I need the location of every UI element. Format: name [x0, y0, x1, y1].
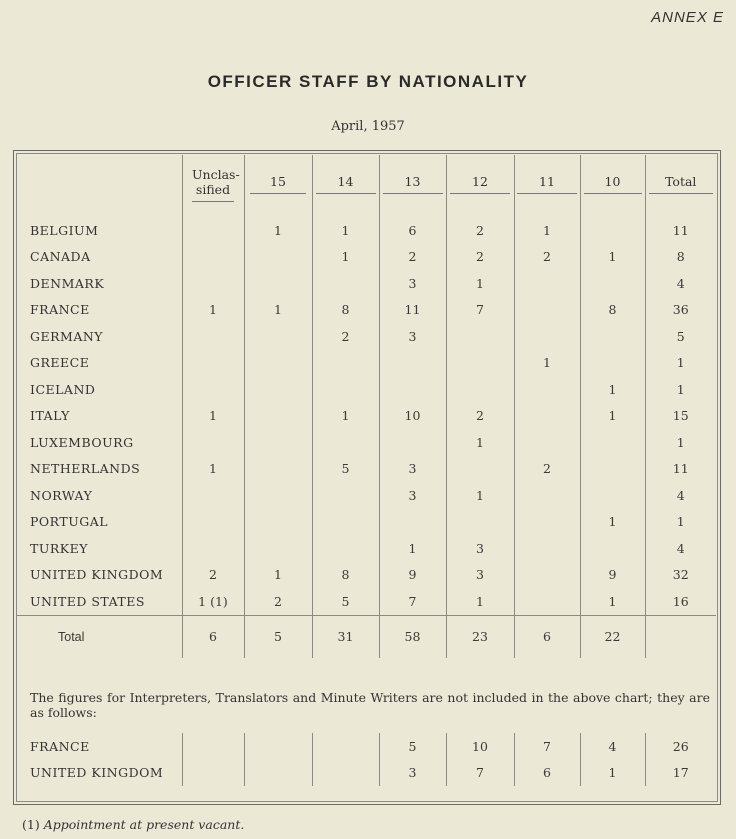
header-country [16, 155, 182, 213]
value-cell [182, 733, 244, 760]
value-cell: 6 [514, 760, 580, 787]
value-cell: 9 [580, 562, 645, 589]
country-cell: TURKEY [30, 540, 88, 556]
value-cell [580, 535, 645, 562]
value-cell: 1 [446, 270, 514, 297]
value-cell: 2 [446, 403, 514, 430]
interpreters-table [16, 733, 716, 786]
interpreters-body [16, 733, 716, 786]
date-line: April, 1957 [331, 119, 405, 134]
value-cell [514, 376, 580, 403]
value-cell: 1 [312, 213, 379, 244]
value-cell [244, 429, 312, 456]
value-cell [182, 482, 244, 509]
value-cell: 2 [446, 213, 514, 244]
value-cell [514, 588, 580, 615]
header-grade-15: 15 [244, 155, 312, 213]
country-cell: BELGIUM [30, 222, 99, 238]
value-cell [379, 429, 446, 456]
value-cell [580, 482, 645, 509]
country-cell: FRANCE [30, 738, 90, 754]
officer-staff-table [16, 155, 716, 658]
table-body [16, 213, 716, 615]
table-row [16, 733, 716, 760]
value-cell [182, 535, 244, 562]
value-cell [312, 350, 379, 377]
country-cell: CANADA [30, 249, 91, 265]
footnote-marker: (1) [22, 817, 40, 832]
country-cell: UNITED KINGDOM [30, 567, 164, 583]
value-cell: 3 [379, 760, 446, 787]
value-cell [312, 535, 379, 562]
value-cell [580, 456, 645, 483]
value-cell [182, 270, 244, 297]
total-cell [645, 615, 716, 658]
header-grade-10: 10 [580, 155, 645, 213]
value-cell: 5 [312, 588, 379, 615]
value-cell: 10 [446, 733, 514, 760]
table-row [16, 297, 716, 324]
value-cell: 1 [182, 456, 244, 483]
value-cell: 17 [645, 760, 716, 787]
value-cell: 1 [244, 213, 312, 244]
value-cell [182, 213, 244, 244]
value-cell: 1 [580, 588, 645, 615]
value-cell: 3 [379, 323, 446, 350]
value-cell: 7 [514, 733, 580, 760]
value-cell: 5 [312, 456, 379, 483]
value-cell: 1 [645, 509, 716, 536]
value-cell: 5 [379, 733, 446, 760]
value-cell: 8 [312, 297, 379, 324]
total-label: Total [16, 615, 182, 658]
value-cell [244, 403, 312, 430]
value-cell: 1 [580, 509, 645, 536]
value-cell: 1 [244, 562, 312, 589]
value-cell: 2 [446, 244, 514, 271]
value-cell [514, 323, 580, 350]
value-cell [514, 509, 580, 536]
value-cell [182, 760, 244, 787]
value-cell [312, 482, 379, 509]
value-cell [244, 535, 312, 562]
header-row [16, 155, 716, 213]
value-cell: 1 [446, 429, 514, 456]
table-row [16, 588, 716, 615]
value-cell: 2 [244, 588, 312, 615]
table-row [16, 350, 716, 377]
value-cell: 1 [645, 350, 716, 377]
value-cell [182, 376, 244, 403]
value-cell [312, 733, 379, 760]
total-cell: 31 [312, 615, 379, 658]
table-row [16, 403, 716, 430]
value-cell: 10 [379, 403, 446, 430]
value-cell: 1 [645, 376, 716, 403]
page-title: OFFICER STAFF BY NATIONALITY [207, 72, 529, 91]
value-cell [244, 270, 312, 297]
value-cell [182, 429, 244, 456]
value-cell [580, 350, 645, 377]
value-cell: 1 [580, 403, 645, 430]
value-cell [244, 350, 312, 377]
value-cell [182, 244, 244, 271]
value-cell: 6 [379, 213, 446, 244]
value-cell [312, 270, 379, 297]
value-cell [514, 482, 580, 509]
value-cell: 1 (1) [182, 588, 244, 615]
value-cell: 11 [645, 213, 716, 244]
value-cell: 8 [312, 562, 379, 589]
country-cell: DENMARK [30, 275, 105, 291]
total-cell: 58 [379, 615, 446, 658]
note-paragraph: The figures for Interpreters, Translators and Minute Writers are not included in the above chart; they are as follows: [30, 690, 710, 720]
table-row [16, 244, 716, 271]
value-cell [244, 482, 312, 509]
value-cell: 1 [514, 350, 580, 377]
value-cell: 2 [379, 244, 446, 271]
value-cell [379, 376, 446, 403]
value-cell: 4 [645, 482, 716, 509]
value-cell [514, 535, 580, 562]
country-cell: ITALY [30, 408, 70, 424]
country-cell: LUXEMBOURG [30, 434, 134, 450]
table-row [16, 270, 716, 297]
value-cell: 36 [645, 297, 716, 324]
value-cell [244, 509, 312, 536]
table-row [16, 509, 716, 536]
value-cell: 1 [580, 760, 645, 787]
value-cell: 32 [645, 562, 716, 589]
value-cell: 3 [446, 562, 514, 589]
value-cell [446, 350, 514, 377]
country-cell: NORWAY [30, 487, 93, 503]
value-cell: 2 [514, 244, 580, 271]
value-cell [182, 323, 244, 350]
value-cell [514, 429, 580, 456]
value-cell: 3 [379, 270, 446, 297]
header-grade-14: 14 [312, 155, 379, 213]
table-row [16, 323, 716, 350]
table-row [16, 213, 716, 244]
value-cell [514, 403, 580, 430]
value-cell [244, 244, 312, 271]
table-row [16, 562, 716, 589]
value-cell: 3 [379, 456, 446, 483]
country-cell: UNITED STATES [30, 593, 145, 609]
value-cell [446, 323, 514, 350]
value-cell: 7 [446, 760, 514, 787]
value-cell: 7 [446, 297, 514, 324]
value-cell [580, 323, 645, 350]
value-cell: 11 [645, 456, 716, 483]
footnote-text: Appointment at present vacant. [43, 817, 245, 832]
value-cell [312, 429, 379, 456]
total-row [16, 615, 716, 658]
value-cell: 1 [446, 482, 514, 509]
table-row [16, 482, 716, 509]
value-cell: 8 [645, 244, 716, 271]
header-grade-13: 13 [379, 155, 446, 213]
value-cell: 2 [312, 323, 379, 350]
country-cell: NETHERLANDS [30, 461, 141, 477]
value-cell: 1 [312, 403, 379, 430]
value-cell: 1 [514, 213, 580, 244]
value-cell [580, 429, 645, 456]
value-cell: 7 [379, 588, 446, 615]
total-cell: 23 [446, 615, 514, 658]
header-grade-12: 12 [446, 155, 514, 213]
value-cell: 1 [645, 429, 716, 456]
table-row [16, 456, 716, 483]
value-cell [514, 297, 580, 324]
value-cell: 1 [580, 376, 645, 403]
value-cell: 1 [312, 244, 379, 271]
value-cell: 3 [446, 535, 514, 562]
value-cell [244, 760, 312, 787]
value-cell [379, 350, 446, 377]
value-cell [312, 376, 379, 403]
value-cell: 11 [379, 297, 446, 324]
value-cell: 4 [645, 535, 716, 562]
value-cell [182, 350, 244, 377]
value-cell [182, 509, 244, 536]
header-grade-11: 11 [514, 155, 580, 213]
value-cell: 9 [379, 562, 446, 589]
country-cell: PORTUGAL [30, 514, 109, 530]
value-cell [446, 456, 514, 483]
country-cell: GERMANY [30, 328, 104, 344]
table-row [16, 535, 716, 562]
value-cell [312, 760, 379, 787]
value-cell: 15 [645, 403, 716, 430]
value-cell: 1 [244, 297, 312, 324]
total-cell: 22 [580, 615, 645, 658]
value-cell: 16 [645, 588, 716, 615]
value-cell [244, 323, 312, 350]
value-cell: 5 [645, 323, 716, 350]
value-cell [514, 562, 580, 589]
table-row [16, 429, 716, 456]
value-cell: 2 [182, 562, 244, 589]
total-cell: 6 [514, 615, 580, 658]
footnote [22, 817, 244, 832]
value-cell [580, 270, 645, 297]
value-cell: 4 [580, 733, 645, 760]
value-cell [379, 509, 446, 536]
value-cell: 3 [379, 482, 446, 509]
country-cell: ICELAND [30, 381, 96, 397]
country-cell: GREECE [30, 355, 90, 371]
total-cell: 5 [244, 615, 312, 658]
value-cell: 8 [580, 297, 645, 324]
table-row [16, 376, 716, 403]
header-total: Total [645, 155, 716, 213]
table-row [16, 760, 716, 787]
value-cell: 1 [580, 244, 645, 271]
header-unclassified: Unclas-sified [182, 155, 244, 213]
value-cell [312, 509, 379, 536]
value-cell: 1 [182, 297, 244, 324]
country-cell: UNITED KINGDOM [30, 765, 164, 781]
value-cell: 1 [182, 403, 244, 430]
value-cell: 4 [645, 270, 716, 297]
value-cell [446, 376, 514, 403]
value-cell: 1 [446, 588, 514, 615]
total-cell: 6 [182, 615, 244, 658]
value-cell [446, 509, 514, 536]
annex-label: ANNEX E [651, 9, 724, 26]
country-cell: FRANCE [30, 302, 90, 318]
value-cell: 2 [514, 456, 580, 483]
value-cell [244, 456, 312, 483]
value-cell: 1 [379, 535, 446, 562]
value-cell: 26 [645, 733, 716, 760]
value-cell [244, 376, 312, 403]
value-cell [580, 213, 645, 244]
value-cell [514, 270, 580, 297]
value-cell [244, 733, 312, 760]
